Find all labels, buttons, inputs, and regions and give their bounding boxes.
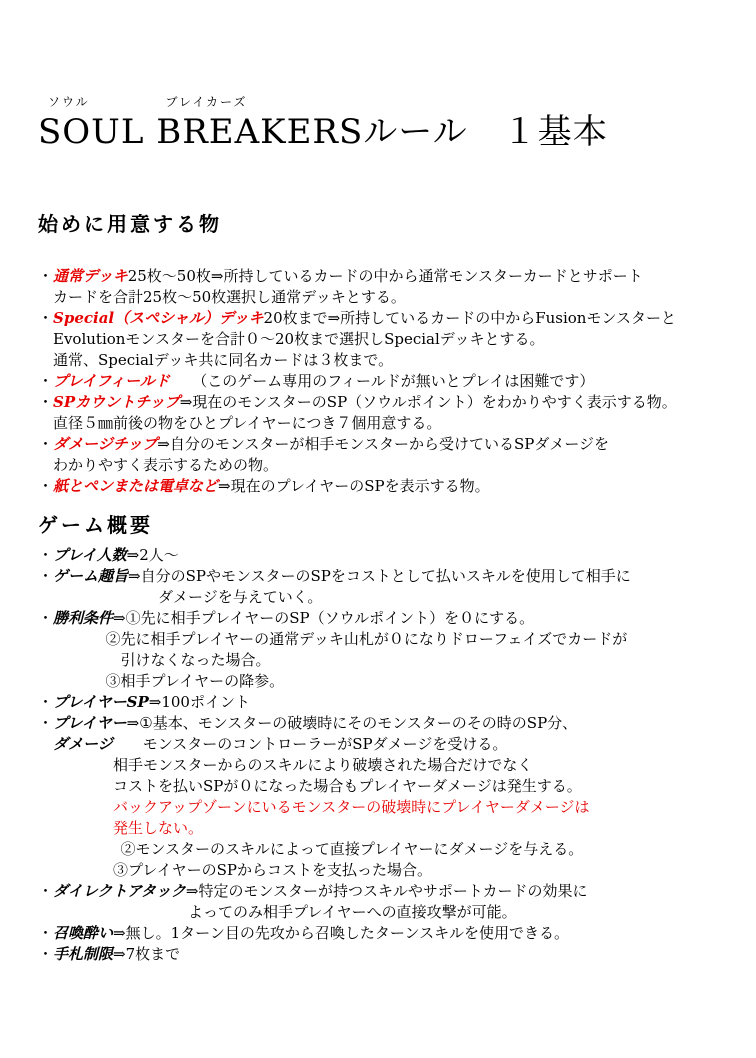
emphasis-label: 手札制限 — [53, 945, 114, 963]
text-run: Evolutionモンスターを合計０～20枚まで選択しSpecialデッキとする。 — [53, 330, 545, 348]
text-line — [38, 455, 730, 476]
text-run: ⇒2人～ — [126, 546, 179, 564]
text-line — [38, 608, 730, 629]
section — [38, 511, 730, 965]
text-run: ・ — [38, 693, 54, 711]
text-run: ・ — [38, 945, 54, 963]
text-run: ②モンスターのスキルによって直接プレイヤーにダメージを与える。 — [120, 840, 584, 858]
text-line — [38, 566, 730, 587]
text-run: ⇒①先に相手プレイヤーのSP（ソウルポイント）を０にする。 — [113, 609, 535, 627]
text-run: ③相手プレイヤーの降参。 — [105, 672, 285, 690]
text-run: バックアップゾーンにいるモンスターの破壊時にプレイヤーダメージは — [113, 798, 590, 816]
text-run: 20枚まで⇒所持しているカードの中からFusionモンスターと — [263, 309, 676, 327]
text-run: ・ — [38, 924, 54, 942]
text-run: ・ — [38, 309, 54, 327]
text-run: モンスターのコントローラーがSPダメージを受ける。 — [112, 735, 508, 753]
text-line — [38, 860, 730, 881]
text-line — [38, 476, 730, 497]
emphasis-label: ゲーム趣旨 — [53, 567, 129, 585]
text-line — [38, 434, 730, 455]
text-line — [38, 692, 730, 713]
text-run: ・ — [38, 393, 54, 411]
emphasis-label: プレイ人数 — [53, 546, 127, 564]
text-run: カードを合計25枚～50枚選択し通常デッキとする。 — [53, 288, 406, 306]
text-run: ⇒自分のSPやモンスターのSPをコストとして払いスキルを使用して相手に — [128, 567, 631, 585]
text-line — [38, 413, 730, 434]
emphasis-label: 通常デッキ — [53, 267, 128, 285]
text-run: ・ — [38, 477, 54, 495]
furigana-soul: ソウル — [48, 95, 90, 109]
text-line — [38, 308, 730, 329]
text-run: ⇒100ポイント — [148, 693, 250, 711]
text-run: ・ — [38, 372, 54, 390]
text-line — [38, 734, 730, 755]
emphasis-label: SPカウントチップ — [53, 393, 180, 411]
emphasis-label: ダメージ — [53, 735, 113, 753]
text-run: ・ — [38, 435, 54, 453]
emphasis-label: 紙とペンまたは電卓など — [53, 477, 219, 495]
text-run: （このゲーム専用のフィールドが無いとプレイは困難です） — [169, 372, 595, 390]
text-run: 引けなくなった場合。 — [120, 651, 271, 669]
emphasis-label: プレイフィールド — [53, 372, 170, 390]
section-heading: 始めに用意する物 — [38, 212, 222, 236]
text-run: ②先に相手プレイヤーの通常デッキ山札が０になりドローフェイズでカードが — [105, 630, 628, 648]
text-line — [38, 839, 730, 860]
section-heading: ゲーム概要 — [38, 513, 153, 537]
text-line — [38, 776, 730, 797]
page-title: SOUL BREAKERSルール １基本 — [38, 112, 608, 152]
text-line — [38, 545, 730, 566]
emphasis-label: ダメージチップ — [53, 435, 158, 453]
emphasis-label: Special（スペシャル）デッキ — [53, 309, 264, 327]
text-run: 発生しない。 — [113, 819, 204, 837]
text-line — [38, 923, 730, 944]
text-run: わかりやすく表示するための物。 — [53, 456, 279, 474]
text-line — [38, 329, 730, 350]
text-line — [38, 755, 730, 776]
section-lines — [38, 266, 730, 497]
section-lines — [38, 545, 730, 965]
text-run: ⇒7枚まで — [113, 945, 181, 963]
text-line — [38, 350, 730, 371]
text-run: 25枚～50枚⇒所持しているカードの中から通常モンスターカードとサポート — [127, 267, 643, 285]
text-run: 相手モンスターからのスキルにより破壊された場合だけでなく — [113, 756, 533, 774]
text-line — [38, 671, 730, 692]
text-run: ・ — [38, 609, 54, 627]
text-run: ⇒①基本、モンスターの破壊時にそのモンスターのその時のSP分、 — [126, 714, 578, 732]
emphasis-label: ダイレクトアタック — [53, 882, 186, 900]
text-run: ・ — [38, 567, 54, 585]
emphasis-label: プレイヤーSP — [53, 693, 149, 711]
text-run: よってのみ相手プレイヤーへの直接攻撃が可能。 — [188, 903, 517, 921]
text-run: ③プレイヤーのSPからコストを支払った場合。 — [113, 861, 433, 879]
text-line — [38, 902, 730, 923]
text-line — [38, 797, 730, 818]
text-run: ・ — [38, 714, 54, 732]
text-line — [38, 371, 730, 392]
text-line — [38, 713, 730, 734]
text-run: ・ — [38, 882, 54, 900]
sections-container — [38, 210, 730, 965]
emphasis-label: プレイヤー — [53, 714, 127, 732]
section — [38, 210, 730, 497]
text-run: ⇒現在のモンスターのSP（ソウルポイント）をわかりやすく表示する物。 — [179, 393, 677, 411]
text-run: ダメージを与えていく。 — [158, 588, 323, 606]
text-line — [38, 944, 730, 965]
furigana-breakers: ブレイカーズ — [165, 95, 248, 109]
text-line — [38, 392, 730, 413]
text-line — [38, 881, 730, 902]
text-line — [38, 650, 730, 671]
text-run: ⇒無し。1ターン目の先攻から召喚したターンスキルを使用できる。 — [113, 924, 569, 942]
emphasis-label: 勝利条件 — [53, 609, 114, 627]
text-run: ⇒現在のプレイヤーのSPを表示する物。 — [218, 477, 490, 495]
furigana-line — [38, 94, 730, 110]
text-line — [38, 629, 730, 650]
text-line — [38, 266, 730, 287]
text-line — [38, 818, 730, 839]
text-run: 通常、Specialデッキ共に同名カードは３枚まで。 — [53, 351, 394, 369]
text-line — [38, 287, 730, 308]
emphasis-label: 召喚酔い — [53, 924, 114, 942]
text-run: ・ — [38, 267, 54, 285]
text-line — [38, 587, 730, 608]
text-run: ⇒特定のモンスターが持つスキルやサポートカードの効果に — [185, 882, 588, 900]
text-run: 直径５㎜前後の物をひとプレイヤーにつき７個用意する。 — [53, 414, 442, 432]
text-run: コストを払いSPが０になった場合もプレイヤーダメージは発生する。 — [113, 777, 582, 795]
text-run: ⇒自分のモンスターが相手モンスターから受けているSPダメージを — [157, 435, 610, 453]
text-run: ・ — [38, 546, 54, 564]
